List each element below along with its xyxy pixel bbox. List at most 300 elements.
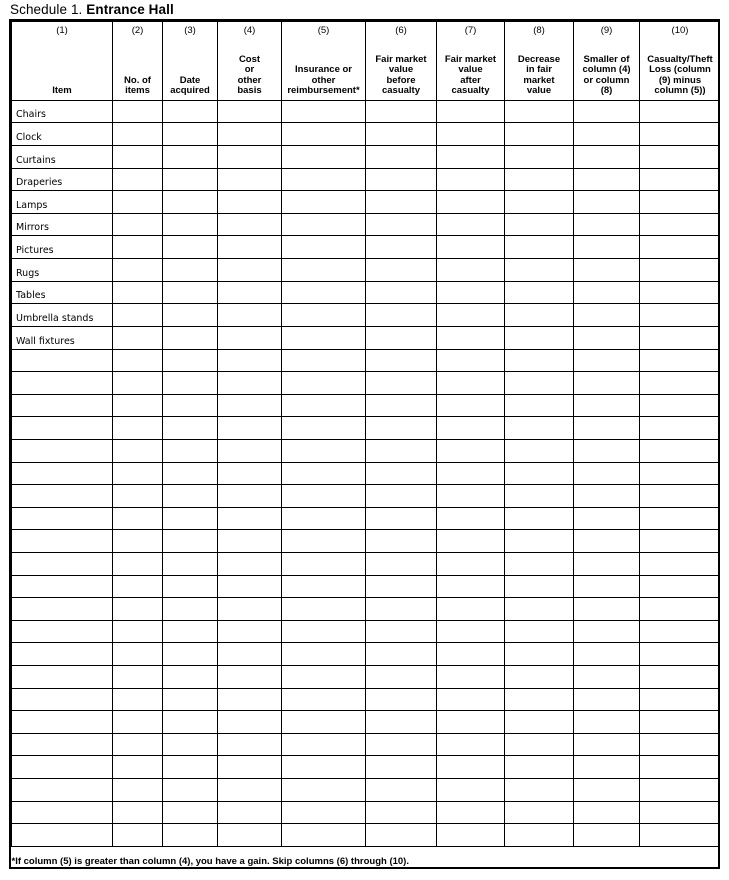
item-entry-cell[interactable]	[12, 575, 113, 598]
entry-cell[interactable]	[113, 236, 163, 259]
entry-cell[interactable]	[218, 100, 282, 123]
entry-cell[interactable]	[505, 213, 574, 236]
entry-cell[interactable]	[113, 439, 163, 462]
entry-cell[interactable]	[574, 801, 640, 824]
item-entry-cell[interactable]	[12, 552, 113, 575]
item-entry-cell[interactable]	[12, 485, 113, 508]
entry-cell[interactable]	[505, 552, 574, 575]
entry-cell[interactable]	[113, 575, 163, 598]
entry-cell[interactable]	[574, 620, 640, 643]
entry-cell[interactable]	[282, 123, 366, 146]
entry-cell[interactable]	[113, 688, 163, 711]
item-entry-cell[interactable]	[12, 643, 113, 666]
entry-cell[interactable]	[113, 733, 163, 756]
entry-cell[interactable]	[366, 100, 437, 123]
entry-cell[interactable]	[113, 394, 163, 417]
entry-cell[interactable]	[505, 530, 574, 553]
entry-cell[interactable]	[113, 372, 163, 395]
entry-cell[interactable]	[574, 100, 640, 123]
entry-cell[interactable]	[366, 349, 437, 372]
entry-cell[interactable]	[218, 349, 282, 372]
entry-cell[interactable]	[574, 394, 640, 417]
entry-cell[interactable]	[163, 485, 218, 508]
entry-cell[interactable]	[574, 259, 640, 282]
entry-cell[interactable]	[366, 552, 437, 575]
entry-cell[interactable]	[282, 620, 366, 643]
entry-cell[interactable]	[437, 168, 505, 191]
entry-cell[interactable]	[437, 304, 505, 327]
entry-cell[interactable]	[505, 666, 574, 689]
entry-cell[interactable]	[366, 485, 437, 508]
entry-cell[interactable]	[366, 575, 437, 598]
entry-cell[interactable]	[366, 259, 437, 282]
entry-cell[interactable]	[366, 598, 437, 621]
entry-cell[interactable]	[505, 688, 574, 711]
entry-cell[interactable]	[640, 462, 721, 485]
entry-cell[interactable]	[640, 779, 721, 802]
entry-cell[interactable]	[113, 530, 163, 553]
entry-cell[interactable]	[218, 259, 282, 282]
entry-cell[interactable]	[505, 439, 574, 462]
entry-cell[interactable]	[574, 688, 640, 711]
entry-cell[interactable]	[437, 326, 505, 349]
entry-cell[interactable]	[574, 417, 640, 440]
entry-cell[interactable]	[282, 666, 366, 689]
entry-cell[interactable]	[218, 326, 282, 349]
entry-cell[interactable]	[437, 711, 505, 734]
entry-cell[interactable]	[113, 801, 163, 824]
entry-cell[interactable]	[574, 552, 640, 575]
item-entry-cell[interactable]	[12, 779, 113, 802]
entry-cell[interactable]	[218, 688, 282, 711]
entry-cell[interactable]	[163, 462, 218, 485]
entry-cell[interactable]	[505, 304, 574, 327]
entry-cell[interactable]	[574, 146, 640, 169]
entry-cell[interactable]	[163, 666, 218, 689]
entry-cell[interactable]	[505, 643, 574, 666]
entry-cell[interactable]	[218, 213, 282, 236]
entry-cell[interactable]	[113, 643, 163, 666]
entry-cell[interactable]	[282, 824, 366, 847]
entry-cell[interactable]	[437, 620, 505, 643]
entry-cell[interactable]	[163, 733, 218, 756]
entry-cell[interactable]	[113, 779, 163, 802]
entry-cell[interactable]	[113, 326, 163, 349]
entry-cell[interactable]	[113, 756, 163, 779]
entry-cell[interactable]	[366, 666, 437, 689]
entry-cell[interactable]	[574, 598, 640, 621]
entry-cell[interactable]	[282, 530, 366, 553]
entry-cell[interactable]	[113, 620, 163, 643]
entry-cell[interactable]	[163, 620, 218, 643]
entry-cell[interactable]	[366, 146, 437, 169]
item-entry-cell[interactable]	[12, 801, 113, 824]
entry-cell[interactable]	[640, 259, 721, 282]
entry-cell[interactable]	[113, 304, 163, 327]
entry-cell[interactable]	[282, 394, 366, 417]
entry-cell[interactable]	[505, 326, 574, 349]
entry-cell[interactable]	[505, 123, 574, 146]
entry-cell[interactable]	[437, 598, 505, 621]
entry-cell[interactable]	[218, 372, 282, 395]
entry-cell[interactable]	[640, 575, 721, 598]
entry-cell[interactable]	[437, 824, 505, 847]
entry-cell[interactable]	[163, 259, 218, 282]
entry-cell[interactable]	[574, 168, 640, 191]
entry-cell[interactable]	[163, 304, 218, 327]
entry-cell[interactable]	[437, 439, 505, 462]
entry-cell[interactable]	[218, 394, 282, 417]
entry-cell[interactable]	[574, 733, 640, 756]
entry-cell[interactable]	[366, 326, 437, 349]
entry-cell[interactable]	[437, 779, 505, 802]
entry-cell[interactable]	[113, 507, 163, 530]
entry-cell[interactable]	[574, 326, 640, 349]
entry-cell[interactable]	[437, 643, 505, 666]
entry-cell[interactable]	[640, 666, 721, 689]
entry-cell[interactable]	[505, 417, 574, 440]
entry-cell[interactable]	[640, 100, 721, 123]
entry-cell[interactable]	[163, 168, 218, 191]
entry-cell[interactable]	[163, 598, 218, 621]
entry-cell[interactable]	[282, 281, 366, 304]
entry-cell[interactable]	[163, 801, 218, 824]
item-entry-cell[interactable]	[12, 507, 113, 530]
entry-cell[interactable]	[640, 824, 721, 847]
entry-cell[interactable]	[163, 552, 218, 575]
entry-cell[interactable]	[505, 598, 574, 621]
item-entry-cell[interactable]	[12, 620, 113, 643]
entry-cell[interactable]	[574, 575, 640, 598]
entry-cell[interactable]	[218, 620, 282, 643]
item-entry-cell[interactable]	[12, 688, 113, 711]
entry-cell[interactable]	[366, 711, 437, 734]
entry-cell[interactable]	[113, 349, 163, 372]
entry-cell[interactable]	[437, 191, 505, 214]
entry-cell[interactable]	[437, 688, 505, 711]
entry-cell[interactable]	[437, 801, 505, 824]
entry-cell[interactable]	[437, 575, 505, 598]
entry-cell[interactable]	[163, 643, 218, 666]
entry-cell[interactable]	[366, 530, 437, 553]
entry-cell[interactable]	[366, 756, 437, 779]
entry-cell[interactable]	[282, 485, 366, 508]
entry-cell[interactable]	[574, 372, 640, 395]
entry-cell[interactable]	[282, 643, 366, 666]
entry-cell[interactable]	[163, 394, 218, 417]
entry-cell[interactable]	[505, 394, 574, 417]
entry-cell[interactable]	[574, 711, 640, 734]
entry-cell[interactable]	[218, 304, 282, 327]
entry-cell[interactable]	[282, 688, 366, 711]
entry-cell[interactable]	[113, 417, 163, 440]
entry-cell[interactable]	[282, 236, 366, 259]
entry-cell[interactable]	[437, 372, 505, 395]
entry-cell[interactable]	[574, 485, 640, 508]
entry-cell[interactable]	[437, 733, 505, 756]
entry-cell[interactable]	[163, 191, 218, 214]
entry-cell[interactable]	[505, 191, 574, 214]
entry-cell[interactable]	[218, 801, 282, 824]
entry-cell[interactable]	[218, 191, 282, 214]
entry-cell[interactable]	[282, 372, 366, 395]
entry-cell[interactable]	[505, 733, 574, 756]
entry-cell[interactable]	[437, 123, 505, 146]
entry-cell[interactable]	[218, 575, 282, 598]
entry-cell[interactable]	[640, 394, 721, 417]
entry-cell[interactable]	[218, 417, 282, 440]
entry-cell[interactable]	[366, 507, 437, 530]
item-entry-cell[interactable]	[12, 417, 113, 440]
entry-cell[interactable]	[282, 213, 366, 236]
entry-cell[interactable]	[218, 281, 282, 304]
entry-cell[interactable]	[163, 756, 218, 779]
entry-cell[interactable]	[218, 598, 282, 621]
entry-cell[interactable]	[640, 552, 721, 575]
entry-cell[interactable]	[163, 281, 218, 304]
entry-cell[interactable]	[282, 711, 366, 734]
item-entry-cell[interactable]	[12, 598, 113, 621]
entry-cell[interactable]	[282, 575, 366, 598]
entry-cell[interactable]	[640, 191, 721, 214]
entry-cell[interactable]	[640, 688, 721, 711]
entry-cell[interactable]	[113, 485, 163, 508]
item-entry-cell[interactable]	[12, 666, 113, 689]
item-entry-cell[interactable]	[12, 349, 113, 372]
entry-cell[interactable]	[505, 756, 574, 779]
entry-cell[interactable]	[282, 417, 366, 440]
entry-cell[interactable]	[163, 711, 218, 734]
entry-cell[interactable]	[163, 417, 218, 440]
entry-cell[interactable]	[366, 779, 437, 802]
entry-cell[interactable]	[366, 236, 437, 259]
entry-cell[interactable]	[640, 123, 721, 146]
entry-cell[interactable]	[574, 779, 640, 802]
entry-cell[interactable]	[163, 123, 218, 146]
entry-cell[interactable]	[505, 507, 574, 530]
entry-cell[interactable]	[366, 439, 437, 462]
entry-cell[interactable]	[218, 530, 282, 553]
entry-cell[interactable]	[505, 236, 574, 259]
entry-cell[interactable]	[640, 417, 721, 440]
entry-cell[interactable]	[282, 733, 366, 756]
entry-cell[interactable]	[113, 711, 163, 734]
entry-cell[interactable]	[366, 417, 437, 440]
entry-cell[interactable]	[218, 485, 282, 508]
item-entry-cell[interactable]	[12, 530, 113, 553]
entry-cell[interactable]	[282, 349, 366, 372]
entry-cell[interactable]	[218, 439, 282, 462]
entry-cell[interactable]	[366, 733, 437, 756]
entry-cell[interactable]	[437, 259, 505, 282]
item-entry-cell[interactable]	[12, 711, 113, 734]
entry-cell[interactable]	[574, 236, 640, 259]
entry-cell[interactable]	[218, 756, 282, 779]
entry-cell[interactable]	[163, 349, 218, 372]
entry-cell[interactable]	[282, 462, 366, 485]
entry-cell[interactable]	[640, 733, 721, 756]
entry-cell[interactable]	[113, 598, 163, 621]
entry-cell[interactable]	[574, 756, 640, 779]
entry-cell[interactable]	[640, 620, 721, 643]
entry-cell[interactable]	[113, 281, 163, 304]
item-entry-cell[interactable]	[12, 824, 113, 847]
entry-cell[interactable]	[282, 756, 366, 779]
entry-cell[interactable]	[113, 168, 163, 191]
entry-cell[interactable]	[505, 349, 574, 372]
entry-cell[interactable]	[640, 756, 721, 779]
item-entry-cell[interactable]	[12, 756, 113, 779]
entry-cell[interactable]	[282, 259, 366, 282]
entry-cell[interactable]	[163, 213, 218, 236]
entry-cell[interactable]	[282, 801, 366, 824]
entry-cell[interactable]	[282, 191, 366, 214]
entry-cell[interactable]	[505, 372, 574, 395]
entry-cell[interactable]	[282, 552, 366, 575]
entry-cell[interactable]	[640, 439, 721, 462]
entry-cell[interactable]	[505, 168, 574, 191]
entry-cell[interactable]	[113, 146, 163, 169]
entry-cell[interactable]	[218, 711, 282, 734]
entry-cell[interactable]	[437, 146, 505, 169]
entry-cell[interactable]	[640, 236, 721, 259]
entry-cell[interactable]	[163, 372, 218, 395]
entry-cell[interactable]	[366, 213, 437, 236]
entry-cell[interactable]	[505, 281, 574, 304]
entry-cell[interactable]	[163, 688, 218, 711]
entry-cell[interactable]	[366, 462, 437, 485]
entry-cell[interactable]	[366, 304, 437, 327]
entry-cell[interactable]	[574, 349, 640, 372]
entry-cell[interactable]	[640, 349, 721, 372]
item-entry-cell[interactable]	[12, 733, 113, 756]
entry-cell[interactable]	[640, 213, 721, 236]
entry-cell[interactable]	[366, 168, 437, 191]
entry-cell[interactable]	[113, 213, 163, 236]
entry-cell[interactable]	[505, 779, 574, 802]
entry-cell[interactable]	[282, 168, 366, 191]
entry-cell[interactable]	[366, 688, 437, 711]
entry-cell[interactable]	[640, 711, 721, 734]
entry-cell[interactable]	[218, 507, 282, 530]
entry-cell[interactable]	[505, 824, 574, 847]
entry-cell[interactable]	[282, 779, 366, 802]
entry-cell[interactable]	[366, 801, 437, 824]
entry-cell[interactable]	[366, 620, 437, 643]
entry-cell[interactable]	[437, 666, 505, 689]
entry-cell[interactable]	[437, 462, 505, 485]
entry-cell[interactable]	[437, 213, 505, 236]
entry-cell[interactable]	[163, 507, 218, 530]
entry-cell[interactable]	[437, 756, 505, 779]
entry-cell[interactable]	[574, 643, 640, 666]
entry-cell[interactable]	[366, 394, 437, 417]
entry-cell[interactable]	[163, 236, 218, 259]
entry-cell[interactable]	[218, 824, 282, 847]
entry-cell[interactable]	[437, 530, 505, 553]
entry-cell[interactable]	[437, 281, 505, 304]
item-entry-cell[interactable]	[12, 439, 113, 462]
entry-cell[interactable]	[505, 146, 574, 169]
entry-cell[interactable]	[163, 530, 218, 553]
entry-cell[interactable]	[218, 146, 282, 169]
entry-cell[interactable]	[218, 779, 282, 802]
entry-cell[interactable]	[437, 507, 505, 530]
entry-cell[interactable]	[505, 711, 574, 734]
entry-cell[interactable]	[640, 507, 721, 530]
entry-cell[interactable]	[163, 146, 218, 169]
entry-cell[interactable]	[640, 304, 721, 327]
entry-cell[interactable]	[366, 281, 437, 304]
entry-cell[interactable]	[163, 779, 218, 802]
entry-cell[interactable]	[163, 824, 218, 847]
entry-cell[interactable]	[640, 530, 721, 553]
entry-cell[interactable]	[218, 236, 282, 259]
entry-cell[interactable]	[218, 168, 282, 191]
entry-cell[interactable]	[505, 620, 574, 643]
entry-cell[interactable]	[437, 394, 505, 417]
entry-cell[interactable]	[366, 643, 437, 666]
entry-cell[interactable]	[640, 168, 721, 191]
entry-cell[interactable]	[113, 100, 163, 123]
entry-cell[interactable]	[505, 100, 574, 123]
entry-cell[interactable]	[574, 824, 640, 847]
entry-cell[interactable]	[282, 100, 366, 123]
entry-cell[interactable]	[113, 824, 163, 847]
entry-cell[interactable]	[574, 666, 640, 689]
entry-cell[interactable]	[113, 552, 163, 575]
entry-cell[interactable]	[640, 643, 721, 666]
entry-cell[interactable]	[505, 259, 574, 282]
entry-cell[interactable]	[574, 213, 640, 236]
entry-cell[interactable]	[505, 801, 574, 824]
entry-cell[interactable]	[640, 372, 721, 395]
entry-cell[interactable]	[366, 191, 437, 214]
entry-cell[interactable]	[574, 462, 640, 485]
item-entry-cell[interactable]	[12, 462, 113, 485]
entry-cell[interactable]	[574, 530, 640, 553]
entry-cell[interactable]	[574, 191, 640, 214]
entry-cell[interactable]	[505, 485, 574, 508]
entry-cell[interactable]	[282, 439, 366, 462]
entry-cell[interactable]	[640, 598, 721, 621]
entry-cell[interactable]	[218, 552, 282, 575]
entry-cell[interactable]	[437, 349, 505, 372]
entry-cell[interactable]	[574, 304, 640, 327]
entry-cell[interactable]	[218, 643, 282, 666]
entry-cell[interactable]	[113, 462, 163, 485]
entry-cell[interactable]	[640, 146, 721, 169]
entry-cell[interactable]	[366, 123, 437, 146]
item-entry-cell[interactable]	[12, 372, 113, 395]
entry-cell[interactable]	[437, 552, 505, 575]
entry-cell[interactable]	[282, 598, 366, 621]
entry-cell[interactable]	[640, 485, 721, 508]
entry-cell[interactable]	[113, 666, 163, 689]
entry-cell[interactable]	[163, 439, 218, 462]
entry-cell[interactable]	[218, 666, 282, 689]
entry-cell[interactable]	[113, 191, 163, 214]
entry-cell[interactable]	[505, 462, 574, 485]
entry-cell[interactable]	[574, 507, 640, 530]
entry-cell[interactable]	[574, 123, 640, 146]
entry-cell[interactable]	[113, 259, 163, 282]
entry-cell[interactable]	[163, 326, 218, 349]
entry-cell[interactable]	[282, 326, 366, 349]
entry-cell[interactable]	[505, 575, 574, 598]
entry-cell[interactable]	[640, 326, 721, 349]
entry-cell[interactable]	[218, 462, 282, 485]
